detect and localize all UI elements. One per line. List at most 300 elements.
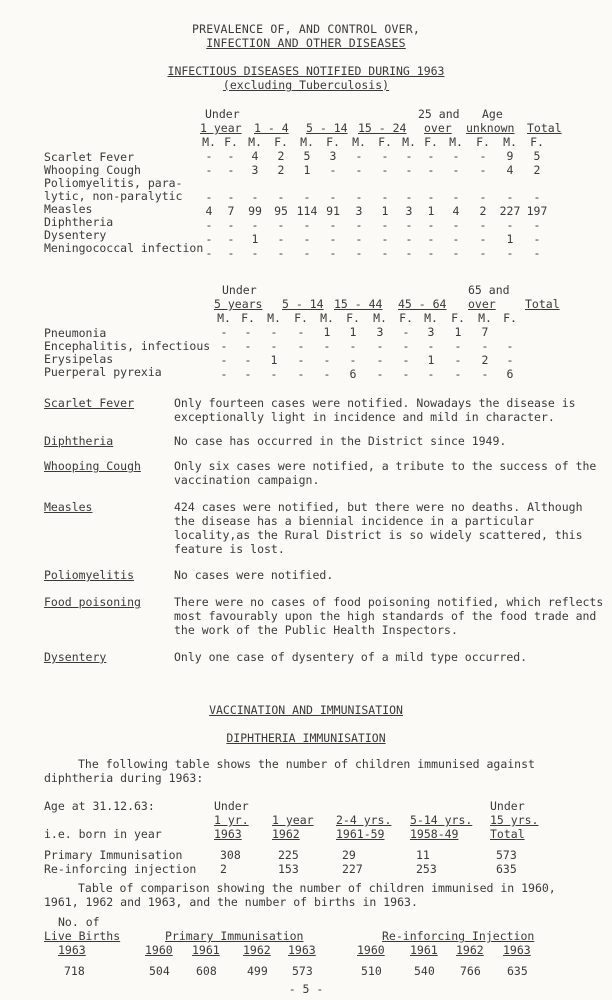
table-cell: - [405, 190, 413, 204]
births-value: 718 [64, 964, 85, 978]
col-mid: 1 year [272, 813, 314, 827]
table-cell: - [227, 163, 235, 177]
births-year: 1963 [58, 943, 86, 957]
table-cell: - [251, 218, 259, 232]
table-cell: - [402, 325, 410, 339]
table-cell: 3 [329, 149, 337, 163]
table-cell: - [244, 325, 252, 339]
commentary-label: Dysentery [44, 650, 107, 664]
mf-header: F. [241, 311, 255, 325]
table-cell: 7 [481, 325, 489, 339]
hdr-age: Age [482, 107, 503, 121]
table-cell: - [244, 353, 252, 367]
table-cell: - [323, 353, 331, 367]
table-cell: 7 [227, 204, 235, 218]
table-cell: - [303, 246, 311, 260]
reinf-value: 766 [460, 964, 481, 978]
vaccination-intro-2: diphtheria during 1963: [44, 771, 204, 785]
table-cell: - [270, 367, 278, 381]
reinf-value: 540 [414, 964, 435, 978]
table-row [212, 367, 522, 381]
table-cell: - [405, 218, 413, 232]
table-cell: - [205, 149, 213, 163]
commentary-label: Diphtheria [44, 434, 114, 448]
col-year: 1963 [214, 827, 242, 841]
mf-header: M. [503, 135, 517, 149]
col-top: Under [490, 799, 525, 813]
table-cell: 2 [277, 149, 285, 163]
hdr-total: Total [527, 121, 562, 135]
table-cell: - [533, 190, 541, 204]
row-label: Dysentery [44, 228, 107, 242]
table-cell: - [355, 246, 363, 260]
table-cell: 1 [251, 232, 259, 246]
deaths-hdr-45-64: 45 - 64 [398, 297, 447, 311]
mf-header: M. [300, 135, 314, 149]
table-cell: - [227, 232, 235, 246]
table-row [198, 177, 550, 190]
row-label: Poliomyelitis, para- [44, 176, 183, 190]
row-label: lytic, non-paralytic [44, 189, 183, 203]
table-cell: - [244, 367, 252, 381]
table-cell [268, 177, 294, 190]
mf-header: M. [320, 311, 334, 325]
mf-header: M. [202, 135, 216, 149]
col-mid: 1 yr. [214, 813, 249, 827]
vacc-cell: 2 [220, 862, 227, 876]
reinf-year: 1960 [357, 943, 385, 957]
col-year: 1962 [272, 827, 300, 841]
commentary-text: Only six cases were notified, a tribute to the success of the vaccination campaign. [174, 459, 597, 487]
table-cell: 3 [427, 325, 435, 339]
mf-header: M. [449, 135, 463, 149]
table-cell: 1 [506, 232, 514, 246]
table-cell: 3 [251, 163, 259, 177]
mf-header: M. [373, 311, 387, 325]
col-mid: 5-14 yrs. [410, 813, 473, 827]
table-cell: - [481, 339, 489, 353]
table-cell: - [427, 246, 435, 260]
table-cell: - [452, 163, 460, 177]
commentary-label: Measles [44, 500, 93, 514]
table-cell: - [381, 218, 389, 232]
hdr-age-unknown: unknown [466, 121, 515, 135]
table-cell [420, 177, 442, 190]
table-cell: 4 [205, 204, 213, 218]
commentary-label: Poliomyelitis [44, 568, 135, 582]
table-cell: 1 [349, 325, 357, 339]
vaccination-intro: The following table shows the number of children immunised against [78, 757, 535, 771]
births-label-2: Live Births [44, 929, 121, 943]
table-cell: 197 [526, 204, 548, 218]
vaccination-title: VACCINATION AND IMMUNISATION [209, 703, 403, 717]
hdr-under: Under [205, 107, 240, 121]
commentary-text: No case has occurred in the District since 1949. [174, 434, 507, 448]
primary-value: 504 [149, 964, 170, 978]
deaths-hdr-total: Total [525, 297, 560, 311]
col-year: Total [490, 827, 525, 841]
table-cell [242, 177, 268, 190]
col-mid: 15 yrs. [490, 813, 539, 827]
table-cell: - [227, 190, 235, 204]
mf-header: M. [478, 311, 492, 325]
table-cell: 227 [499, 204, 521, 218]
table-cell: - [355, 190, 363, 204]
vacc-cell: 573 [496, 848, 517, 862]
hdr-1-4: 1 - 4 [254, 121, 289, 135]
table-row [212, 325, 522, 339]
table-cell: - [329, 232, 337, 246]
vacc-cell: 11 [416, 848, 430, 862]
table-cell: - [349, 339, 357, 353]
commentary-text: There were no cases of food poisoning notified, which reflects most favourably upon the high standards of the food trade and the work of the Public Health Inspectors. [174, 595, 604, 637]
row-label: Pneumonia [44, 326, 107, 340]
table-cell [496, 177, 524, 190]
table-cell: - [533, 232, 541, 246]
row-label: Diphtheria [44, 215, 114, 229]
table-cell: - [220, 339, 228, 353]
table-cell: - [533, 218, 541, 232]
table-cell: - [506, 339, 514, 353]
table-cell: - [427, 218, 435, 232]
table-cell: 2 [533, 163, 541, 177]
primary-year: 1963 [288, 943, 316, 957]
table-cell [442, 177, 470, 190]
page-title: PREVALENCE OF, AND CONTROL OVER, [192, 22, 420, 36]
hdr-15-24: 15 - 24 [358, 121, 407, 135]
table-cell [498, 325, 522, 339]
table-cell [346, 177, 372, 190]
deaths-hdr-65-and: 65 and [468, 283, 510, 297]
table-cell [198, 177, 220, 190]
hdr-25-and: 25 and [418, 107, 460, 121]
table-cell: - [220, 325, 228, 339]
col-year: 1958-49 [410, 827, 459, 841]
row-label: Encephalitis, infectious [44, 339, 211, 353]
table-cell: - [329, 163, 337, 177]
table-cell: - [376, 339, 384, 353]
reinf-value: 635 [507, 964, 528, 978]
table-cell: - [277, 246, 285, 260]
table-cell: - [402, 353, 410, 367]
table-cell: 1 [427, 204, 435, 218]
primary-title: Primary Immunisation [165, 929, 304, 943]
table-cell: - [479, 190, 487, 204]
table-cell: - [452, 218, 460, 232]
mf-header: F. [424, 135, 438, 149]
table-cell: 3 [376, 325, 384, 339]
table-cell: - [376, 353, 384, 367]
table-cell: - [452, 232, 460, 246]
table-cell: - [277, 190, 285, 204]
primary-value: 499 [247, 964, 268, 978]
deaths-hdr-15-44: 15 - 44 [334, 297, 383, 311]
table-cell [320, 177, 346, 190]
table-cell [524, 177, 550, 190]
age-label: Age at 31.12.63: [44, 799, 155, 813]
table-cell: - [227, 218, 235, 232]
vacc-cell: 635 [496, 862, 517, 876]
table-cell: - [479, 218, 487, 232]
primary-value: 608 [196, 964, 217, 978]
table-row [198, 204, 550, 218]
table-cell: - [270, 325, 278, 339]
table-cell: - [427, 232, 435, 246]
vacc-cell: 29 [342, 848, 356, 862]
row-label: Measles [44, 202, 93, 216]
table-cell: - [506, 353, 514, 367]
commentary-text: 424 cases were notified, but there were no deaths. Although the disease has a biennial incidence in a particular locality,as the Rural District is so widely scattered, this feature is lost. [174, 500, 583, 556]
table-cell: - [297, 353, 305, 367]
table-row [212, 339, 522, 353]
reinf-year: 1961 [410, 943, 438, 957]
table-cell: - [427, 367, 435, 381]
table-cell [372, 177, 398, 190]
mf-header: F. [530, 135, 544, 149]
table-cell [470, 177, 496, 190]
table-cell: - [323, 367, 331, 381]
table-row [198, 218, 550, 232]
table-cell: - [479, 232, 487, 246]
table-cell [220, 177, 242, 190]
primary-year: 1960 [145, 943, 173, 957]
table-cell: - [323, 339, 331, 353]
table-cell: - [355, 232, 363, 246]
table-cell: 1 [427, 353, 435, 367]
table-cell: - [355, 149, 363, 163]
primary-year: 1962 [243, 943, 271, 957]
comparison-intro-2: 1961, 1962 and 1963, and the number of births in 1963. [44, 895, 418, 909]
table-cell: - [303, 232, 311, 246]
commentary-label: Food poisoning [44, 595, 141, 609]
row-label: Whooping Cough [44, 163, 141, 177]
table-cell: - [452, 149, 460, 163]
table-cell: - [454, 353, 462, 367]
table-cell: - [479, 163, 487, 177]
vacc-cell: 308 [220, 848, 241, 862]
table-cell: - [205, 163, 213, 177]
table-cell: 1 [303, 163, 311, 177]
table-cell: 4 [452, 204, 460, 218]
table-cell: - [452, 246, 460, 260]
table-cell: - [402, 367, 410, 381]
table-cell: 99 [248, 204, 262, 218]
mf-header: M. [402, 135, 416, 149]
table-cell: - [355, 218, 363, 232]
table-cell: - [329, 190, 337, 204]
commentary-text: Only one case of dysentery of a mild type occurred. [174, 650, 528, 664]
table-cell: 1 [270, 353, 278, 367]
vacc-cell: 153 [278, 862, 299, 876]
table-row [212, 353, 522, 367]
table-cell: - [481, 367, 489, 381]
mf-header: M. [267, 311, 281, 325]
mf-header: F. [451, 311, 465, 325]
table-cell: - [452, 190, 460, 204]
notified-subtitle: (excluding Tuberculosis) [222, 78, 390, 92]
table-cell: - [297, 325, 305, 339]
table-cell: - [349, 353, 357, 367]
mf-header: M. [217, 311, 231, 325]
mf-header: M. [248, 135, 262, 149]
mf-header: F. [294, 311, 308, 325]
mf-header: M. [352, 135, 366, 149]
table-cell: 5 [303, 149, 311, 163]
table-cell: - [205, 218, 213, 232]
reinf-value: 510 [361, 964, 382, 978]
notified-title: INFECTIOUS DISEASES NOTIFIED DURING 1963 [167, 64, 445, 78]
table-cell: - [427, 339, 435, 353]
row-label: Scarlet Fever [44, 150, 135, 164]
table-cell: - [355, 163, 363, 177]
table-cell: - [297, 339, 305, 353]
table-cell: - [227, 246, 235, 260]
table-cell: 9 [506, 149, 514, 163]
page-subtitle: INFECTION AND OTHER DISEASES [206, 36, 406, 50]
vacc-cell: 225 [278, 848, 299, 862]
table-cell: - [405, 246, 413, 260]
table-cell: 95 [274, 204, 288, 218]
table-cell: - [427, 149, 435, 163]
mf-header: F. [476, 135, 490, 149]
table-cell: 91 [326, 204, 340, 218]
table-cell: 4 [251, 149, 259, 163]
mf-header: F. [378, 135, 392, 149]
commentary-text: Only fourteen cases were notified. Nowadays the disease is exceptionally light in incidence and mild in character. [174, 396, 576, 424]
table-cell: 2 [277, 163, 285, 177]
table-cell: - [303, 218, 311, 232]
mf-header: F. [274, 135, 288, 149]
row-label: Erysipelas [44, 352, 114, 366]
table-cell: 1 [381, 204, 389, 218]
deaths-hdr-5-14: 5 - 14 [282, 297, 324, 311]
commentary-text: No cases were notified. [174, 568, 334, 582]
table-cell: - [277, 218, 285, 232]
table-cell: - [405, 149, 413, 163]
table-cell: - [277, 232, 285, 246]
col-year: 1961-59 [336, 827, 385, 841]
vacc-row-label: Primary Immunisation [44, 848, 183, 862]
deaths-hdr-65-over: over [468, 297, 496, 311]
reinforcing-title: Re-inforcing Injection [382, 929, 535, 943]
mf-header: F. [326, 135, 340, 149]
hdr-5-14: 5 - 14 [306, 121, 348, 135]
table-cell: 4 [506, 163, 514, 177]
immunisation-subtitle: DIPHTHERIA IMMUNISATION [226, 731, 386, 745]
table-cell: 3 [355, 204, 363, 218]
table-cell [398, 177, 420, 190]
table-cell: - [454, 367, 462, 381]
vacc-cell: 253 [416, 862, 437, 876]
table-cell: - [533, 246, 541, 260]
primary-value: 573 [292, 964, 313, 978]
mf-header: F. [503, 311, 517, 325]
page-number: - 5 - [288, 982, 324, 996]
table-cell: - [220, 353, 228, 367]
table-row [198, 232, 550, 246]
table-cell: - [381, 163, 389, 177]
table-row [198, 246, 550, 260]
table-cell: - [227, 149, 235, 163]
mf-header: F. [346, 311, 360, 325]
table-cell: 114 [296, 204, 318, 218]
table-cell: - [405, 232, 413, 246]
row-label: Meningococcal infection [44, 241, 204, 255]
table-cell: - [506, 218, 514, 232]
table-cell: - [270, 339, 278, 353]
table-cell: - [381, 149, 389, 163]
row-label: Puerperal pyrexia [44, 365, 162, 379]
table-cell: - [205, 190, 213, 204]
table-cell: - [479, 246, 487, 260]
table-cell: - [381, 190, 389, 204]
table-cell: 1 [454, 325, 462, 339]
col-mid: 2-4 yrs. [336, 813, 392, 827]
table-cell: - [479, 149, 487, 163]
commentary-label: Whooping Cough [44, 459, 141, 473]
table-cell: - [376, 367, 384, 381]
table-cell: - [244, 339, 252, 353]
table-row [198, 149, 550, 163]
deaths-hdr-5years: 5 years [214, 297, 263, 311]
table-cell: 5 [533, 149, 541, 163]
mf-header: F. [399, 311, 413, 325]
table-cell: - [405, 163, 413, 177]
table-cell: - [303, 190, 311, 204]
table-cell: - [251, 190, 259, 204]
hdr-25-over: over [424, 121, 452, 135]
col-top: Under [214, 799, 249, 813]
table-cell: - [454, 339, 462, 353]
table-cell: - [329, 246, 337, 260]
table-cell: - [205, 232, 213, 246]
vacc-cell: 227 [342, 862, 363, 876]
table-cell: - [402, 339, 410, 353]
vacc-row-label: Re-inforcing injection [44, 862, 197, 876]
mf-header: M. [424, 311, 438, 325]
commentary-label: Scarlet Fever [44, 396, 135, 410]
hdr-under-1yr: 1 year [200, 121, 242, 135]
table-cell [294, 177, 320, 190]
notified-table [198, 135, 550, 260]
table-cell: - [251, 246, 259, 260]
table-row [198, 163, 550, 177]
table-cell: 6 [506, 367, 514, 381]
births-label-1: No. of [58, 915, 100, 929]
table-cell: 3 [405, 204, 413, 218]
table-cell: - [329, 218, 337, 232]
table-cell: - [506, 246, 514, 260]
table-cell: - [205, 246, 213, 260]
table-cell: 1 [323, 325, 331, 339]
table-cell: - [381, 232, 389, 246]
mf-header: F. [224, 135, 238, 149]
table-cell: - [220, 367, 228, 381]
deaths-hdr-under: Under [222, 283, 257, 297]
table-cell: 6 [349, 367, 357, 381]
table-cell: - [381, 246, 389, 260]
table-cell: - [297, 367, 305, 381]
reinf-year: 1963 [503, 943, 531, 957]
table-row [198, 190, 550, 204]
table-cell: - [506, 190, 514, 204]
comparison-intro: Table of comparison showing the number of children immunised in 1960, [78, 881, 556, 895]
table-cell: - [427, 163, 435, 177]
reinf-year: 1962 [456, 943, 484, 957]
deaths-table [212, 311, 522, 381]
table-cell: 2 [479, 204, 487, 218]
primary-year: 1961 [192, 943, 220, 957]
